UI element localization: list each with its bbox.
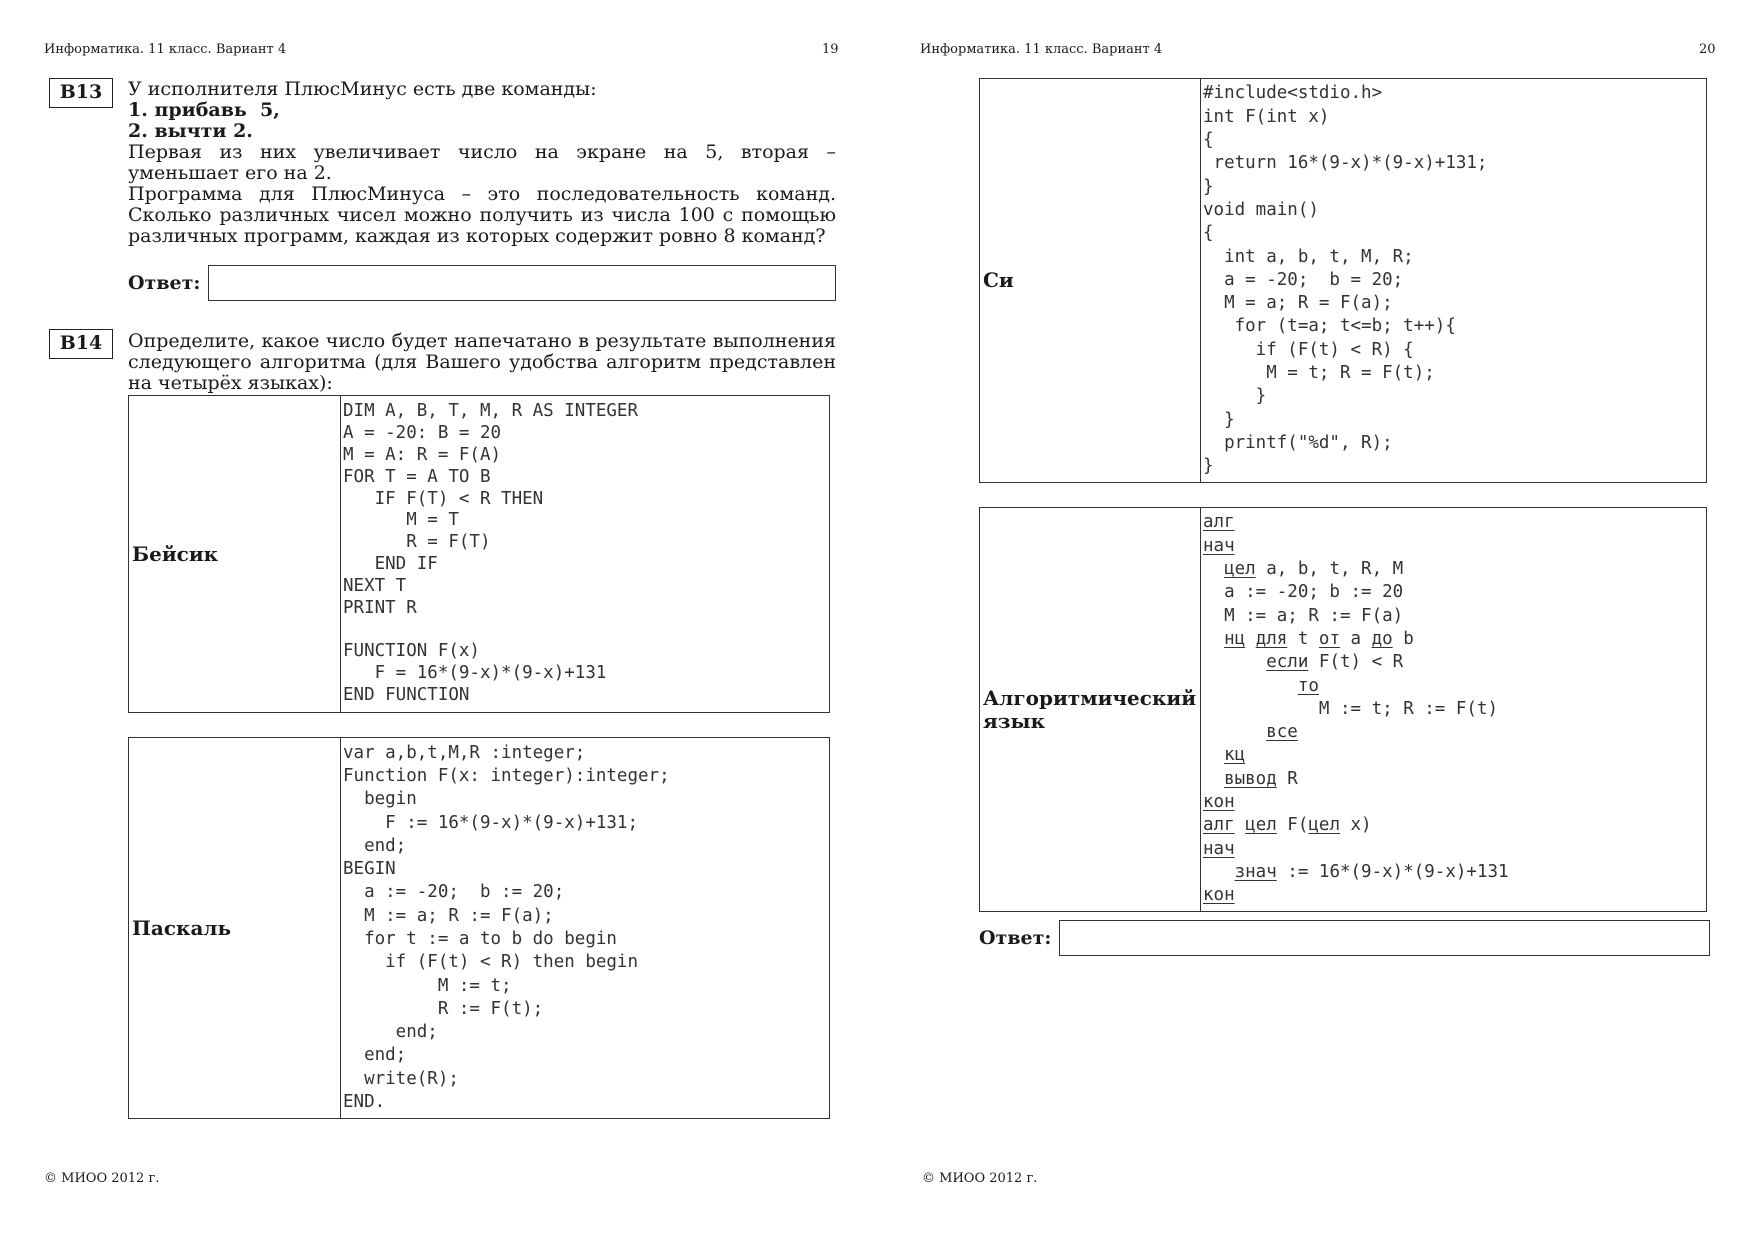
pascal-label: Паскаль bbox=[129, 738, 341, 1119]
task-label-b14: B14 bbox=[49, 329, 113, 359]
pascal-code-cell bbox=[341, 738, 830, 1119]
algo-code-cell bbox=[1201, 508, 1707, 912]
algo-label: Алгоритмический язык bbox=[980, 508, 1201, 912]
b14-answer-field[interactable] bbox=[1059, 920, 1710, 956]
task-b14-text bbox=[128, 331, 836, 394]
algo-code: алг нач цел a, b, t, R, M a := -20; b := 20 M := a; R := F(a) нц для t от a до b если F(t) < R то M := t; R := F(t) все кц вывод R кон алг цел F(цел x) нач знач := 16*(9-x)*(9-x)+131 кон bbox=[1203, 512, 1509, 906]
c-code-table bbox=[979, 78, 1707, 483]
b13-answer-label: Ответ: bbox=[128, 272, 201, 294]
page-number: 20 bbox=[1699, 42, 1716, 57]
right-page bbox=[877, 0, 1754, 1239]
b13-command1: 1. прибавь 5, bbox=[128, 99, 280, 121]
pascal-code-table bbox=[128, 737, 830, 1119]
c-label: Си bbox=[980, 79, 1201, 483]
b13-answer-row bbox=[128, 265, 836, 301]
page-footer: © МИОО 2012 г. bbox=[44, 1171, 160, 1186]
c-code-cell bbox=[1201, 79, 1707, 483]
b13-answer-field[interactable] bbox=[208, 265, 836, 301]
page-number: 19 bbox=[822, 42, 839, 57]
algo-code-table bbox=[979, 507, 1707, 912]
basic-code-table bbox=[128, 395, 830, 713]
task-label-b13: B13 bbox=[49, 78, 113, 108]
basic-label: Бейсик bbox=[129, 396, 341, 713]
b14-answer-label: Ответ: bbox=[979, 927, 1052, 949]
b13-text1: Первая из них увеличивает число на экране на 5, вторая – уменьшает его на 2. bbox=[128, 141, 836, 184]
b14-text: Определите, какое число будет напечатано в результате выполнения следующего алгоритма (для Вашего удобства алгоритм представлен на четырёх языках): bbox=[128, 330, 836, 394]
task-b13-text bbox=[128, 79, 836, 247]
pascal-code: var a,b,t,M,R :integer; Function F(x: integer):integer; begin F := 16*(9-x)*(9-x)+131; end; BEGIN a := -20; b := 20; M := a; R := F(a); for t := a to b do begin if (F(t) < R) then begin M := t; R := F(t); end; end; write(R); END. bbox=[343, 742, 670, 1113]
b13-text2: Программа для ПлюсМинуса – это последовательность команд. Сколько различных чисел можно получить из числа 100 с помощью различных программ, каждая из которых содержит ровно 8 команд? bbox=[128, 183, 836, 247]
b13-command2: 2. вычти 2. bbox=[128, 120, 253, 142]
basic-code: DIM A, B, T, M, R AS INTEGER A = -20: B = 20 M = A: R = F(A) FOR T = A TO B IF F(T) < R THEN M = T R = F(T) END IF NEXT T PRINT R FUNCTION F(x) F = 16*(9-x)*(9-x)+131 END FUNCTION bbox=[343, 401, 639, 705]
basic-code-cell bbox=[341, 396, 830, 713]
page-header-title: Информатика. 11 класс. Вариант 4 bbox=[44, 42, 287, 57]
page-header-title: Информатика. 11 класс. Вариант 4 bbox=[920, 42, 1163, 57]
c-code: #include<stdio.h> int F(int x) { return 16*(9-x)*(9-x)+131; } void main() { int a, b, t, M, R; a = -20; b = 20; M = a; R = F(a); for (t=a; t<=b; t++){ if (F(t) < R) { M = t; R = F(t); } } printf("%d", R); } bbox=[1203, 83, 1488, 477]
b14-answer-row bbox=[979, 920, 1710, 956]
page-footer: © МИОО 2012 г. bbox=[922, 1171, 1038, 1186]
b13-intro: У исполнителя ПлюсМинус есть две команды: bbox=[128, 78, 597, 100]
